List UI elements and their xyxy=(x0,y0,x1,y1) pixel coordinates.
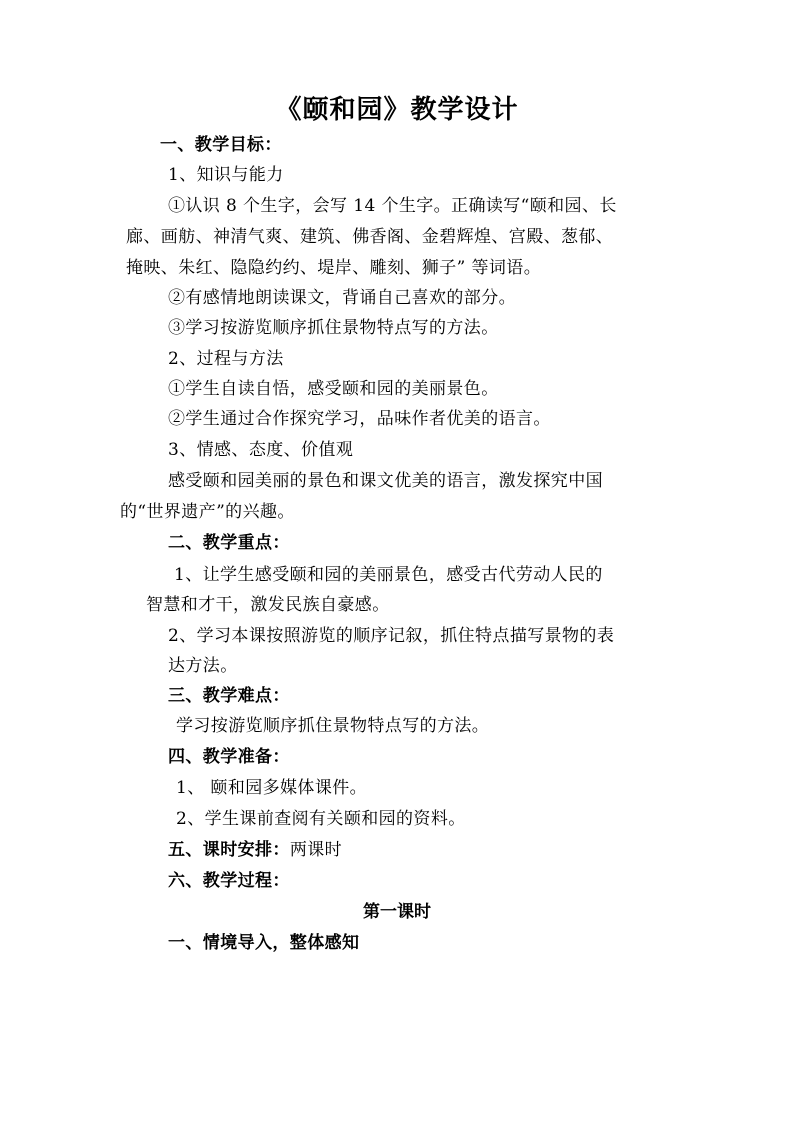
key-point-2-line2: 达方法。 xyxy=(168,656,238,676)
schedule-heading: 五、课时安排： xyxy=(168,840,290,860)
schedule-value: 两课时 xyxy=(289,840,343,860)
preparation-item-1: 1、 颐和园多媒体课件。 xyxy=(176,778,368,798)
schedule-line xyxy=(168,838,342,862)
lesson1-step1-heading: 一、情境导入，整体感知 xyxy=(168,933,360,953)
goal3-line1: 感受颐和园美丽的景色和课文优美的语言，激发探究中国 xyxy=(168,471,603,491)
goal1-item2: ②有感情地朗读课文，背诵自己喜欢的部分。 xyxy=(168,288,516,308)
difficulty-heading: 三、教学难点： xyxy=(168,686,290,706)
preparation-item-2: 2、学生课前查阅有关颐和园的资料。 xyxy=(176,809,466,829)
key-point-2-line1: 2、学习本课按照游览的顺序记叙，抓住特点描写景物的表 xyxy=(168,626,615,646)
difficulty-item: 学习按游览顺序抓住景物特点写的方法。 xyxy=(176,716,490,736)
goal1-item1-line2: 廊、画舫、神清气爽、建筑、佛香阁、金碧辉煌、宫殿、葱郁、 xyxy=(126,227,614,247)
lesson1-heading: 第一课时 xyxy=(363,902,431,922)
goals-heading: 一、教学目标： xyxy=(160,135,282,155)
key-point-1-line2: 智慧和才干，激发民族自豪感。 xyxy=(146,595,390,615)
goal1-item1-line3: 掩映、朱红、隐隐约约、堤岸、雕刻、狮子” 等词语。 xyxy=(126,258,542,278)
process-heading: 六、教学过程： xyxy=(168,871,290,891)
document-title: 《颐和园》教学设计 xyxy=(275,95,519,125)
preparation-heading: 四、教学准备： xyxy=(168,747,290,767)
key-point-1-line1: 1、让学生感受颐和园的美丽景色，感受古代劳动人民的 xyxy=(174,565,603,585)
goal2-heading: 2、过程与方法 xyxy=(168,349,284,369)
goal2-item2: ②学生通过合作探究学习，品味作者优美的语言。 xyxy=(168,409,551,429)
goal2-item1: ①学生自读自悟，感受颐和园的美丽景色。 xyxy=(168,379,499,399)
goal1-heading: 1、知识与能力 xyxy=(168,165,284,185)
goal1-item3: ③学习按游览顺序抓住景物特点写的方法。 xyxy=(168,318,499,338)
goal1-item1-line1: ①认识 8 个生字，会写 14 个生字。正确读写“颐和园、长 xyxy=(168,196,617,216)
key-points-heading: 二、教学重点： xyxy=(168,533,290,553)
goal3-line2: 的“世界遗产”的兴趣。 xyxy=(120,502,295,522)
goal3-heading: 3、情感、态度、价值观 xyxy=(168,440,354,460)
